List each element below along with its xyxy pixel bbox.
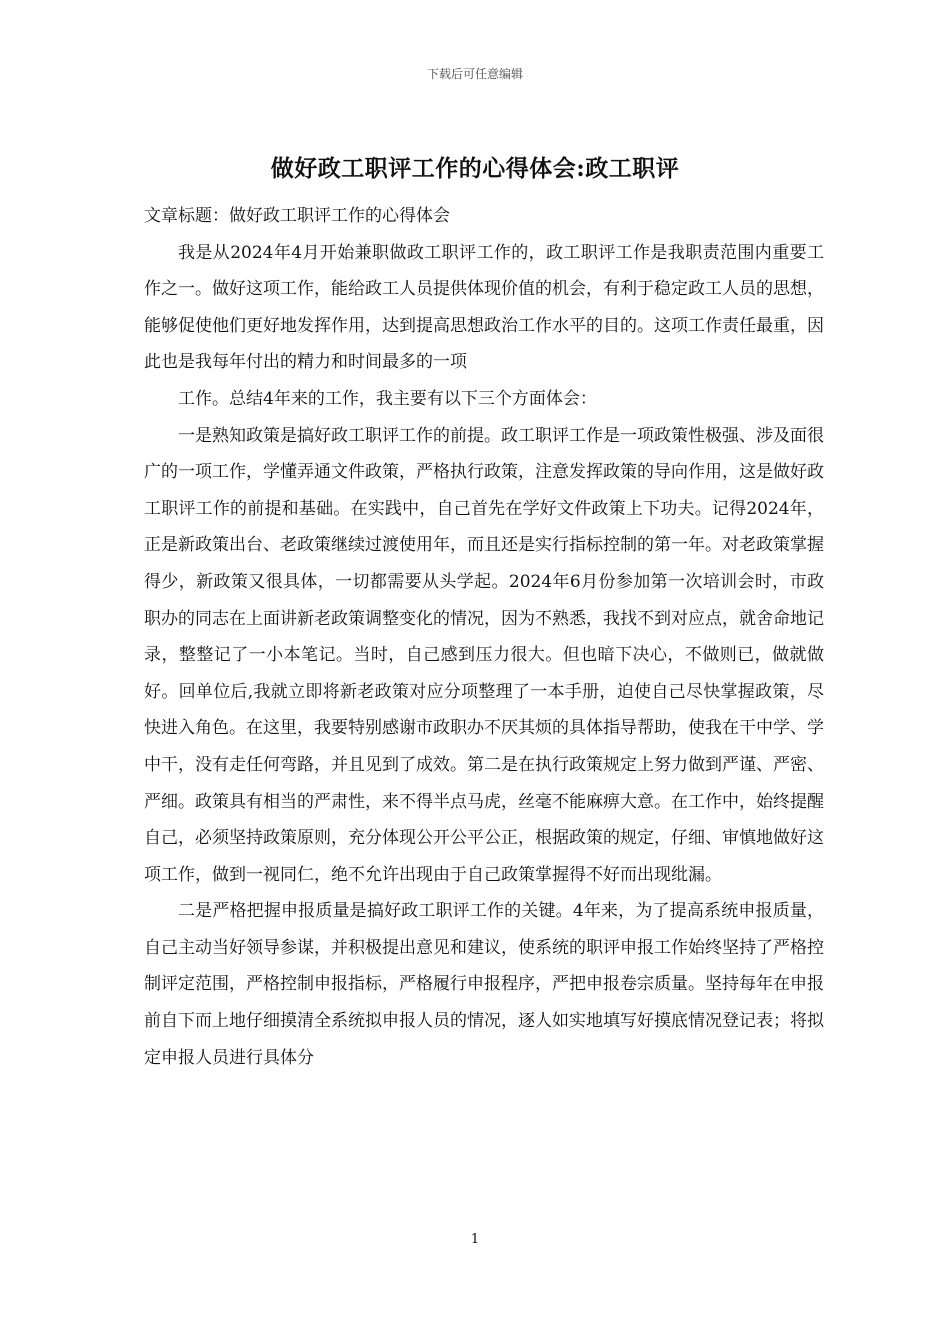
paragraph-point-two: 二是严格把握申报质量是搞好政工职评工作的关键。4年来，为了提高系统申报质量，自己主动当好领导参谋，并积极提出意见和建议，使系统的职评申报工作始终坚持了严格控制评定范围，严格控制申报指标，严格履行申报程序，严把申报卷宗质量。坚持每年在申报前自下而上地仔细摸清全系统拟申报人员的情况，逐人如实地填写好摸底情况登记表；将拟定申报人员进行具体分: [144, 901, 824, 1068]
document-title: 做好政工职评工作的心得体会:政工职评: [270, 155, 680, 182]
paragraph-intro: 我是从2024年4月开始兼职做政工职评工作的，政工职评工作是我职责范围内重要工作之一。做好这项工作，能给政工人员提供体现价值的机会，有利于稳定政工人员的思想，能够促使他们更好地发挥作用，达到提高思想政治工作水平的目的。这项工作责任最重，因此也是我每年付出的精力和时间最多的一项: [144, 242, 824, 373]
article-title-line: 文章标题：做好政工职评工作的心得体会: [144, 206, 450, 226]
page-number: 1: [470, 1232, 480, 1247]
paragraph-summary: 工作。总结4年来的工作，我主要有以下三个方面体会：: [178, 388, 597, 409]
page-header-note: 下载后可任意编辑: [426, 67, 523, 81]
paragraph-point-one: 一是熟知政策是搞好政工职评工作的前提。政工职评工作是一项政策性极强、涉及面很广的一项工作，学懂弄通文件政策，严格执行政策，注意发挥政策的导向作用，这是做好政工职评工作的前提和基础。在实践中，自己首先在学好文件政策上下功夫。记得2024年，正是新政策出台、老政策继续过渡使用年，而且还是实行指标控制的第一年。对老政策掌握得少，新政策又很具体，一切都需要从头学起。2024年6月份参加第一次培训会时，市政职办的同志在上面讲新老政策调整变化的情况，因为不熟悉，我找不到对应点，就舍命地记录，整整记了一小本笔记。当时，自己感到压力很大。但也暗下决心，不做则已，做就做好。回单位后,我就立即将新老政策对应分项整理了一本手册，迫使自己尽快掌握政策，尽快进入角色。在这里，我要特别感谢市政职办不厌其烦的具体指导帮助，使我在干中学、学中干，没有走任何弯路，并且见到了成效。第二是在执行政策规定上努力做到严谨、严密、严细。政策具有相当的严肃性，来不得半点马虎，丝毫不能麻痹大意。在工作中，始终提醒自己，必须坚持政策原则，充分体现公开公平公正，根据政策的规定，仔细、审慎地做好这项工作，做到一视同仁，绝不允许出现由于自己政策掌握得不好而出现纰漏。: [144, 425, 824, 885]
document-body: [144, 198, 824, 1076]
